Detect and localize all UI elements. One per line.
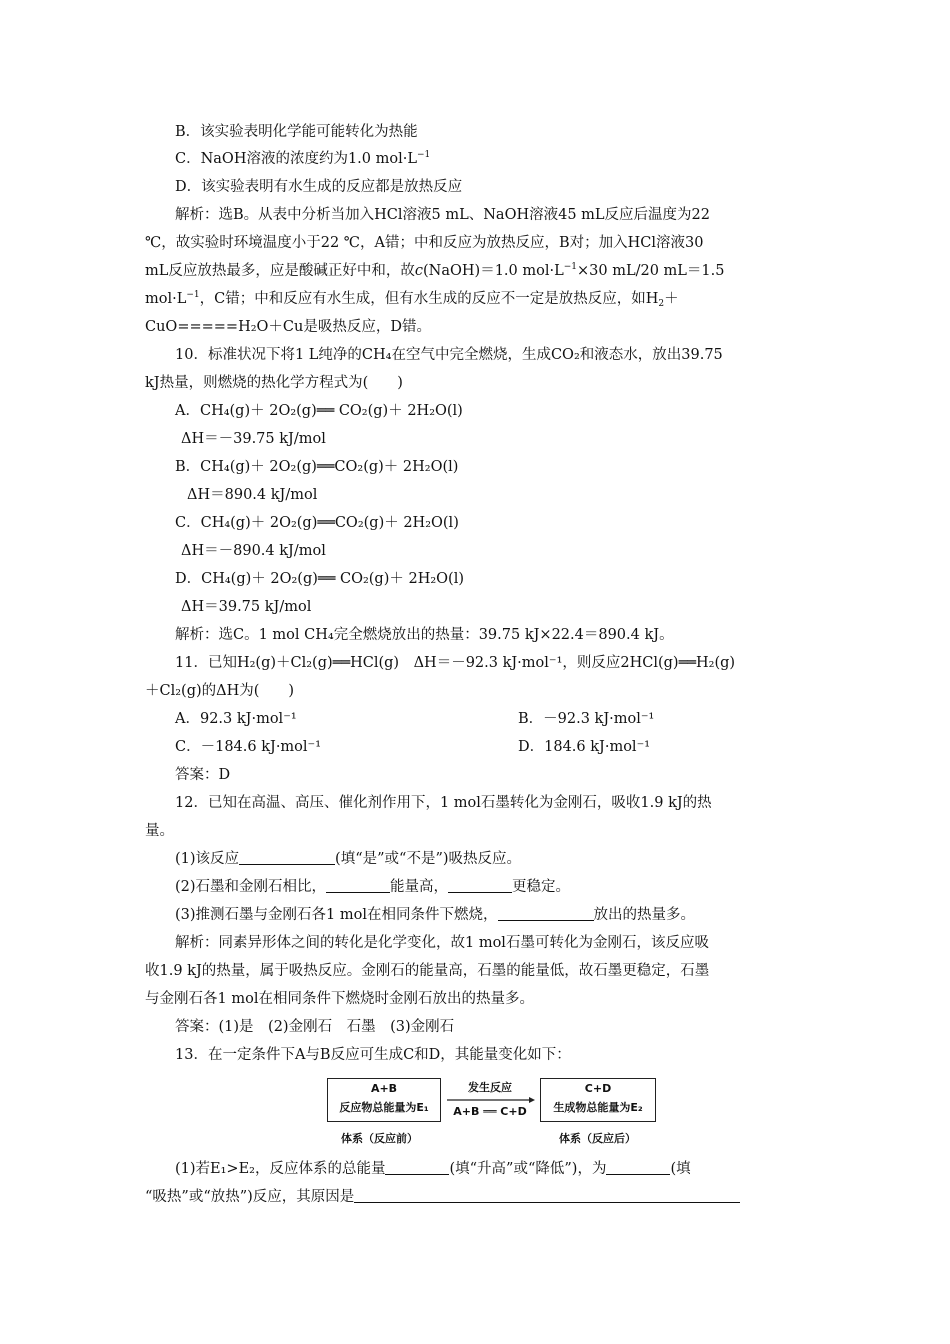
reactants-label: A+B	[370, 1082, 398, 1095]
reaction-equation: A+B ══ C+D	[453, 1105, 527, 1118]
q12-part1: (1)该反应 (填“是”或“不是”)吸热反应。	[175, 851, 522, 867]
q11-answer: 答案：D	[175, 767, 231, 783]
answer-blank[interactable]	[498, 906, 594, 921]
reaction-arrow-group	[445, 1078, 535, 1120]
q9-analysis-line4: $mol\cdot L^{-1}$，C错；中和反应有水生成，但有水生成的反应不一定是放热反应，如$H_2+$	[145, 290, 679, 309]
q11-option-d: D．184.6 kJ·mol⁻¹	[518, 739, 651, 755]
q10-option-b: B．CH₄(g)＋ 2O₂(g)══CO₂(g)＋ 2H₂O(l)	[175, 459, 459, 475]
q11-option-a: A．92.3 kJ·mol⁻¹	[175, 711, 297, 727]
q12-analysis-line2: 收1.9 kJ的热量，属于吸热反应。金刚石的能量高，石墨的能量低，故石墨更稳定，石墨	[145, 963, 710, 979]
q12-analysis-line1: 解析：同素异形体之间的转化是化学变化，故1 mol石墨可转化为金刚石，该反应吸	[175, 935, 709, 951]
q10-option-a-dh: ΔH＝－39.75 kJ/mol	[181, 431, 326, 447]
q9-option-d: D．该实验表明有水生成的反应都是放热反应	[175, 179, 463, 195]
answer-blank[interactable]	[448, 878, 512, 893]
answer-blank[interactable]	[606, 1160, 670, 1175]
q12-stem-line1: 12．已知在高温、高压、催化剂作用下，1 mol石墨转化为金刚石，吸收1.9 kJ的热	[175, 795, 712, 811]
q9-option-b: B．该实验表明化学能可能转化为热能	[175, 124, 418, 140]
arrow-label: 发生反应	[468, 1081, 512, 1094]
q10-option-a: A．CH₄(g)＋ 2O₂(g)══ CO₂(g)＋ 2H₂O(l)	[175, 403, 463, 419]
reactants-box	[327, 1078, 441, 1122]
energy-diagram	[327, 1078, 657, 1150]
q10-option-c-dh: ΔH＝－890.4 kJ/mol	[181, 543, 326, 559]
answer-blank[interactable]	[385, 1160, 449, 1175]
q11-stem-line1: 11．已知H₂(g)＋Cl₂(g)══HCl(g) ΔH＝－92.3 kJ·mol⁻¹，则反应2HCl(g)══H₂(g)	[175, 655, 736, 671]
q12-analysis-line3: 与金刚石各1 mol在相同条件下燃烧时金刚石放出的热量多。	[145, 991, 534, 1007]
reactants-energy-label: 反应物总能量为E₁	[339, 1101, 429, 1114]
q9-analysis-line2: ℃，故实验时环境温度小于22 ℃，A错；中和反应为放热反应，B对；加入HCl溶液30	[145, 235, 704, 251]
before-caption: 体系（反应前）	[341, 1132, 418, 1145]
q13-part1-line2: “吸热”或“放热”)反应，其原因是	[145, 1187, 810, 1207]
q12-part3: (3)推测石墨与金刚石各1 mol在相同条件下燃烧， 放出的热量多。	[175, 907, 695, 923]
q10-stem-line1: 10．标准状况下将1 L纯净的CH₄在空气中完全燃烧，生成CO₂和液态水，放出39.75	[175, 347, 723, 363]
products-label: C+D	[584, 1082, 612, 1095]
q13-stem: 13．在一定条件下A与B反应可生成C和D，其能量变化如下：	[175, 1047, 571, 1063]
q11-stem-line2: ＋Cl₂(g)的ΔH为( )	[145, 683, 295, 699]
q13-part1-line1: (1)若E₁>E₂，反应体系的总能量 (填“升高”或“降低”)，为 (填	[175, 1161, 691, 1177]
q11-option-c: C．－184.6 kJ·mol⁻¹	[175, 739, 322, 755]
products-energy-label: 生成物总能量为E₂	[553, 1101, 643, 1114]
q10-option-d: D．CH₄(g)＋ 2O₂(g)══ CO₂(g)＋ 2H₂O(l)	[175, 571, 464, 587]
after-caption: 体系（反应后）	[559, 1132, 636, 1145]
answer-blank[interactable]	[239, 850, 335, 865]
answer-blank[interactable]	[326, 878, 390, 893]
q10-option-d-dh: ΔH＝39.75 kJ/mol	[181, 599, 312, 615]
q10-option-b-dh: ΔH＝890.4 kJ/mol	[187, 487, 318, 503]
answer-blank[interactable]	[354, 1188, 740, 1203]
q10-option-c: C．CH₄(g)＋ 2O₂(g)══CO₂(g)＋ 2H₂O(l)	[175, 515, 459, 531]
q12-part2: (2)石墨和金刚石相比， 能量高， 更稳定。	[175, 879, 571, 895]
q9-analysis-line5: CuO=====H₂O＋Cu是吸热反应，D错。	[145, 319, 431, 335]
q11-option-b: B．－92.3 kJ·mol⁻¹	[518, 711, 655, 727]
q9-analysis-line3: mL反应放热最多，应是酸碱正好中和，故c(NaOH)＝1.0 $mol\cdot L^{-1}\times 30$ mL/20 mL＝1.5	[145, 262, 725, 279]
q9-analysis-line1: 解析：选B。从表中分析当加入HCl溶液5 mL、NaOH溶液45 mL反应后温度为22	[175, 207, 710, 223]
q10-stem-line2: kJ热量，则燃烧的热化学方程式为( )	[145, 375, 403, 391]
q10-analysis: 解析：选C。1 mol CH₄完全燃烧放出的热量：39.75 kJ×22.4＝890.4 kJ。	[175, 627, 674, 643]
q9-option-c: C．NaOH溶液的浓度约为1.0 $mol\cdot L^{-1}$	[175, 150, 431, 167]
products-box	[540, 1078, 656, 1122]
q12-stem-line2: 量。	[145, 823, 174, 839]
q12-answer: 答案：(1)是 (2)金刚石 石墨 (3)金刚石	[175, 1019, 455, 1035]
